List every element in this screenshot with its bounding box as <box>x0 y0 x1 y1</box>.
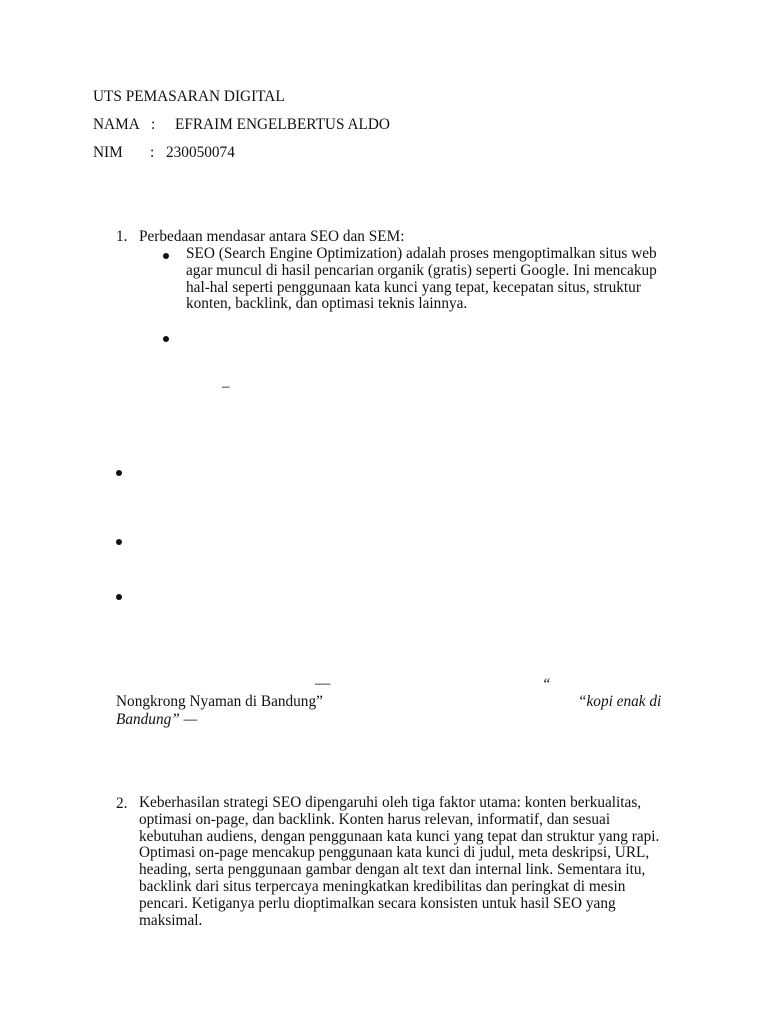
question-1-heading: Perbedaan mendasar antara SEO dan SEM: <box>139 228 405 245</box>
seo-line: agar muncul di hasil pencarian organik (gratis) seperti Google. Ini mencakup <box>186 261 657 279</box>
seo-line: hal-hal seperti penggunaan kata kunci yang tepat, kecepatan situs, struktur <box>186 278 641 296</box>
seo-definition <box>186 246 657 313</box>
bullet-icon <box>116 539 122 545</box>
answer-line: Keberhasilan strategi SEO dipengaruhi oleh tiga faktor utama: konten berkualitas, <box>139 794 642 811</box>
example-line-2: Bandung” — <box>116 711 198 728</box>
nim-value: 230050074 <box>166 144 235 161</box>
answer-line: maksimal. <box>139 911 203 929</box>
example-line-1-left: Nongkrong Nyaman di Bandung” <box>116 693 323 710</box>
example-line-1-right: “kopi enak di <box>578 693 662 710</box>
bullet-icon <box>116 594 122 600</box>
bullet-icon <box>163 336 169 342</box>
question-1-number: 1. <box>116 228 128 245</box>
bullet-icon <box>163 253 169 259</box>
name-value: EFRAIM ENGELBERTUS ALDO <box>175 116 390 133</box>
answer-line: heading, serta penggunaan gambar dengan alt text dan internal link. Sementara itu, <box>139 861 646 879</box>
name-separator: : <box>151 116 156 133</box>
stray-dash: – <box>222 378 230 395</box>
answer-line: optimasi on-page, dan backlink. Konten harus relevan, informatif, dan sesuai <box>139 810 611 828</box>
nim-label: NIM <box>93 144 123 161</box>
seo-line: SEO (Search Engine Optimization) adalah proses mengoptimalkan situs web <box>186 245 657 262</box>
question-2-answer <box>139 795 659 929</box>
document-title: UTS PEMASARAN DIGITAL <box>93 88 285 105</box>
example-open-quote: “ <box>542 676 551 693</box>
question-2-number: 2. <box>116 795 128 812</box>
bullet-icon <box>116 470 122 476</box>
name-label: NAMA <box>93 116 140 133</box>
answer-line: kebutuhan audiens, dengan penggunaan kata kunci yang tepat dan struktur yang rapi. <box>139 827 660 845</box>
nim-separator: : <box>150 144 155 161</box>
seo-line: konten, backlink, dan optimasi teknis lainnya. <box>186 295 468 313</box>
example-dash: — <box>315 675 331 692</box>
answer-line: pencari. Ketiganya perlu dioptimalkan secara konsisten untuk hasil SEO yang <box>139 894 616 912</box>
answer-line: Optimasi on-page mencakup penggunaan kata kunci di judul, meta deskripsi, URL, <box>139 844 650 862</box>
answer-line: backlink dari situs terpercaya meningkatkan kredibilitas dan peringkat di mesin <box>139 877 626 895</box>
